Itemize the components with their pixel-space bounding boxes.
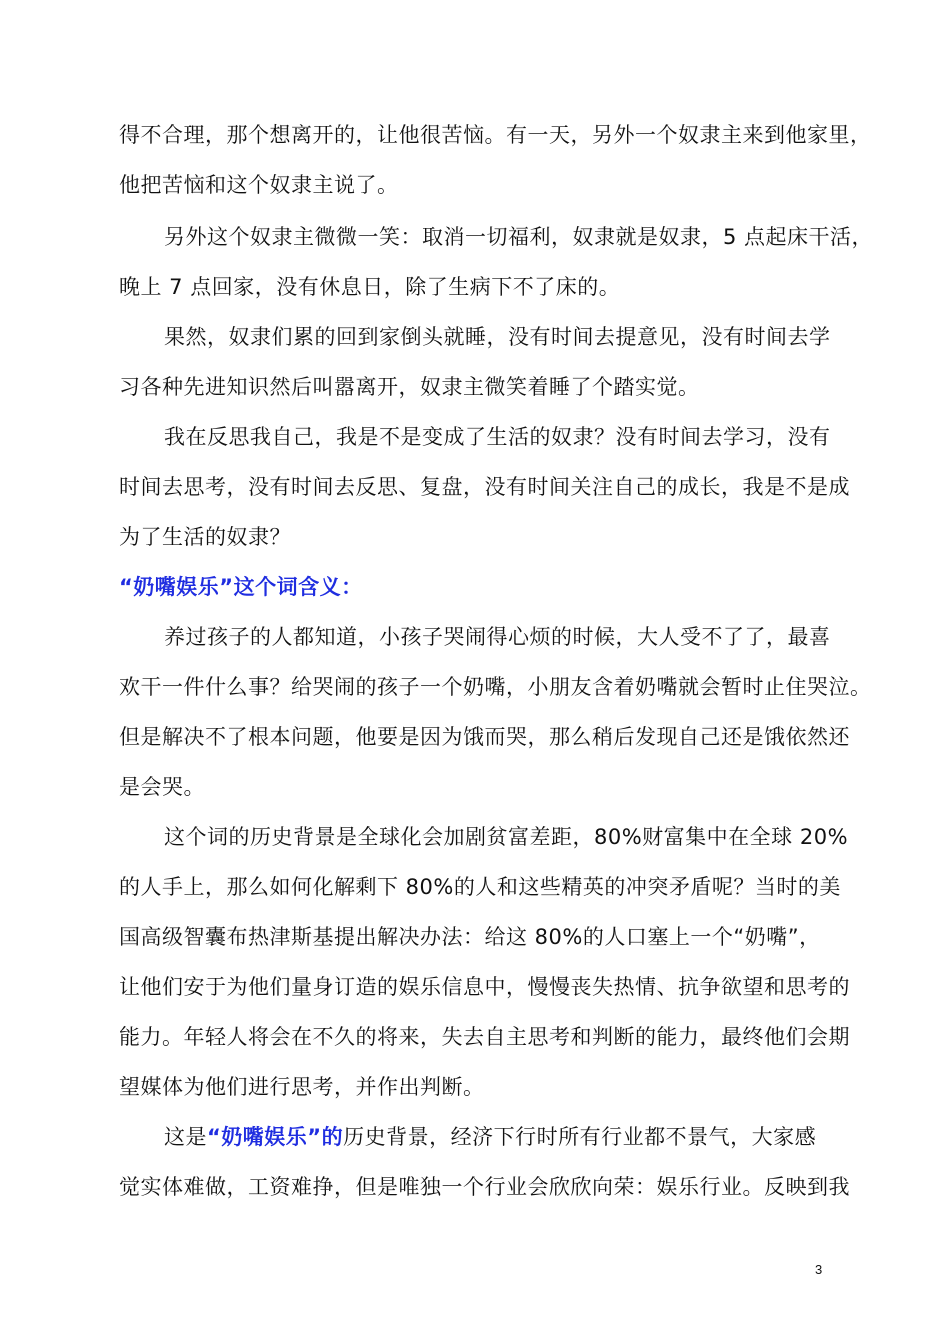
paragraph-text: 这是 <box>164 1125 207 1149</box>
paragraph-line: 这个词的历史背景是全球化会加剧贫富差距，80%财富集中在全球 20% <box>164 825 849 849</box>
page-number: 3 <box>815 1262 823 1277</box>
paragraph-line: 果然，奴隶们累的回到家倒头就睡，没有时间去提意见，没有时间去学 <box>164 325 831 349</box>
paragraph-line: 习各种先进知识然后叫嚣离开，奴隶主微笑着睡了个踏实觉。 <box>119 375 700 399</box>
paragraph-text: 历史背景，经济下行时所有行业都不景气，大家感 <box>343 1125 817 1149</box>
highlight-term: “奶嘴娱乐”的 <box>207 1125 344 1149</box>
paragraph-line: 晚上 7 点回家，没有休息日，除了生病下不了床的。 <box>119 275 621 299</box>
paragraph-line: 的人手上，那么如何化解剩下 80%的人和这些精英的冲突矛盾呢？当时的美 <box>119 875 841 899</box>
paragraph-line <box>164 1124 816 1150</box>
paragraph-line: 是会哭。 <box>119 775 205 799</box>
paragraph-line: 国高级智囊布热津斯基提出解决办法：给这 80%的人口塞上一个“奶嘴”， <box>119 925 821 949</box>
section-heading: “奶嘴娱乐”这个词含义： <box>119 575 363 599</box>
paragraph-line: 望媒体为他们进行思考，并作出判断。 <box>119 1075 485 1099</box>
paragraph-line: 能力。年轻人将会在不久的将来，失去自主思考和判断的能力，最终他们会期 <box>119 1025 850 1049</box>
paragraph-line: 让他们安于为他们量身订造的娱乐信息中，慢慢丧失热情、抗争欲望和思考的 <box>119 975 850 999</box>
paragraph-line: 得不合理，那个想离开的，让他很苦恼。有一天，另外一个奴隶主来到他家里， <box>119 123 872 147</box>
paragraph-line: 另外这个奴隶主微微一笑：取消一切福利，奴隶就是奴隶，5 点起床干活， <box>164 225 874 249</box>
paragraph-line: 为了生活的奴隶？ <box>119 525 291 549</box>
paragraph-line: 欢干一件什么事？给哭闹的孩子一个奶嘴，小朋友含着奶嘴就会暂时止住哭泣。 <box>119 675 872 699</box>
paragraph-line: 觉实体难做，工资难挣，但是唯独一个行业会欣欣向荣：娱乐行业。反映到我 <box>119 1175 850 1199</box>
paragraph-line: 我在反思我自己，我是不是变成了生活的奴隶？没有时间去学习，没有 <box>164 425 831 449</box>
paragraph-line: 时间去思考，没有时间去反思、复盘，没有时间关注自己的成长，我是不是成 <box>119 475 850 499</box>
paragraph-line: 但是解决不了根本问题，他要是因为饿而哭，那么稍后发现自己还是饿依然还 <box>119 725 850 749</box>
paragraph-line: 养过孩子的人都知道，小孩子哭闹得心烦的时候，大人受不了了，最喜 <box>164 625 831 649</box>
paragraph-line: 他把苦恼和这个奴隶主说了。 <box>119 173 399 197</box>
